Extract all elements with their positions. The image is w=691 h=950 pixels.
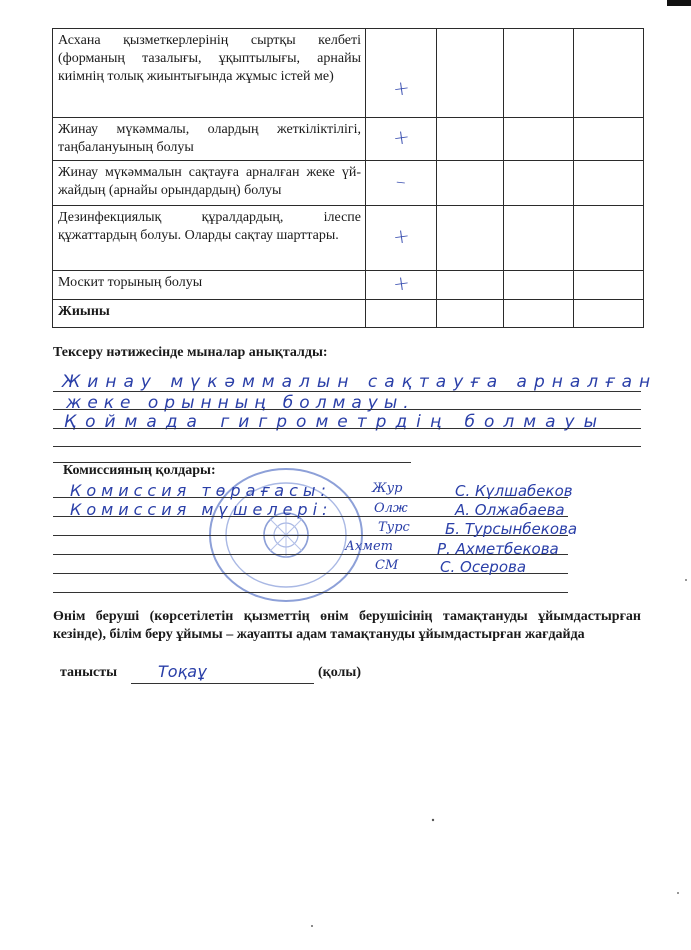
commission-role: Комиссия төрағасы: — [70, 481, 331, 500]
row-description: Дезинфекциялық құралдардың, ілеспе құжаттардың болуы. Оларды сақтау шарттары. — [53, 206, 366, 271]
provider-statement: Өнім беруші (көрсетілетін қызметтің өнім берушісінің тамақтануды ұйымдастырған кезінде), білім беру ұйымы – жауапты адам тамақтануды ұйымдастырған жағдайда — [53, 609, 641, 642]
signature-scribble: СМ — [375, 558, 399, 573]
row-description: Асхана қызметкерлерінің сыртқы келбеті (форманың тазалығы, ұқыптылығы, арнайы киімнің толық жиынтығында жұмыс істей ме) — [53, 29, 366, 118]
commission-role: Комиссия мүшелері: — [70, 500, 333, 519]
check-mark: + — [391, 269, 411, 297]
row-total: Жиыны — [53, 300, 366, 328]
signature-hint: (қолы) — [318, 665, 361, 680]
signature-scribble: Турс — [378, 520, 410, 535]
signature-scribble: Ахмет — [345, 539, 393, 554]
handwritten-finding: Қоймада гигрометрдің болмауы — [64, 412, 607, 432]
signature-scribble: Олж — [374, 501, 408, 516]
dash-mark: – — [394, 168, 408, 194]
handwritten-finding: Жинау мүкәммалын сақтауға арналған — [62, 372, 658, 392]
signer-name: Р. Ахметбекова — [437, 540, 559, 558]
handwritten-finding: жеке орынның болмауы. — [66, 393, 415, 413]
check-mark: + — [391, 74, 411, 102]
results-title: Тексеру нәтижесінде мыналар анықталды: — [53, 345, 328, 360]
row-description: Москит торының болуы — [53, 271, 366, 300]
signer-name: А. Олжабаева — [455, 501, 565, 519]
row-description: Жинау мүкәммалын сақтауға арналған жеке үй-жайдың (арнайы орындардың) болуы — [53, 161, 366, 206]
signature-scribble: Жур — [372, 481, 403, 496]
row-description: Жинау мүкәммалы, олардың жеткіліктілігі, таңбалануының болуы — [53, 118, 366, 161]
acquainted-signature: Тоқаұ — [158, 662, 207, 681]
acquainted-label: танысты — [60, 665, 118, 680]
signer-name: С. Күлшабеков — [455, 482, 573, 500]
check-mark: + — [391, 222, 411, 250]
commission-title: Комиссияның қолдары: — [63, 463, 216, 478]
check-mark: + — [391, 123, 411, 151]
signer-name: С. Осерова — [440, 558, 527, 576]
signer-name: Б. Турсынбекова — [445, 520, 578, 538]
